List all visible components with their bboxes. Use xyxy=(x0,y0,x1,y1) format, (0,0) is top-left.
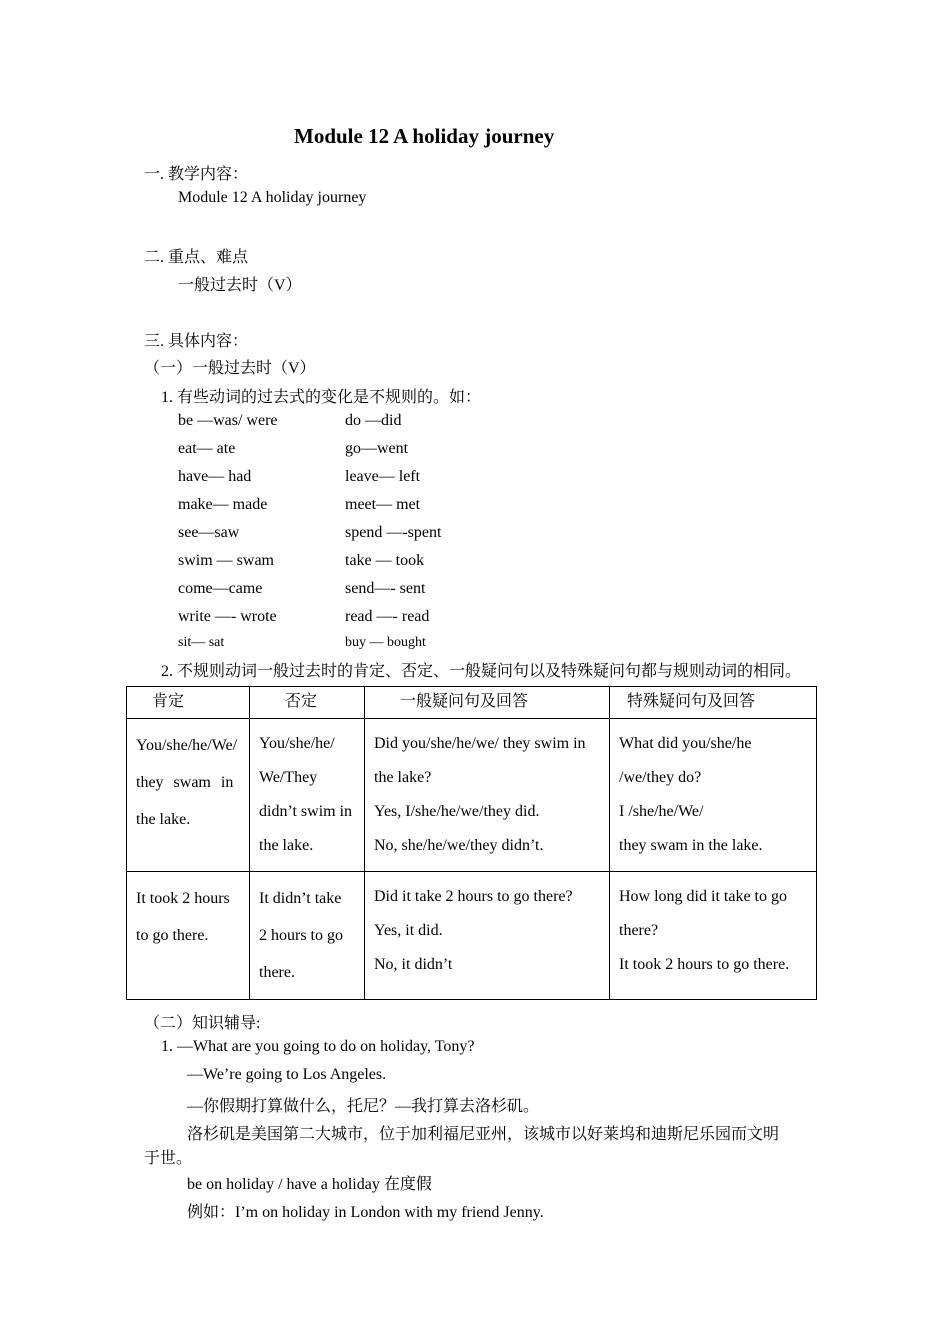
verb-left: have— had xyxy=(178,468,252,485)
dialogue-answer: —We’re going to Los Angeles. xyxy=(187,1066,387,1083)
dialogue-question: 1. —What are you going to do on holiday, Tony? xyxy=(161,1038,475,1055)
section-heading-2: 二. 重点、难点 xyxy=(144,249,249,266)
table-header-cell: 特殊疑问句及回答 xyxy=(610,687,817,719)
verb-left: see—saw xyxy=(178,524,240,541)
section-content-2: 一般过去时（V） xyxy=(178,277,302,294)
table-header-cell: 肯定 xyxy=(127,687,250,719)
phrase-line: be on holiday / have a holiday 在度假 xyxy=(187,1176,432,1193)
table-row xyxy=(127,872,817,1000)
verb-left: swim — swam xyxy=(178,552,274,569)
table-header-cell: 一般疑问句及回答 xyxy=(365,687,610,719)
section-heading-3: 三. 具体内容： xyxy=(144,333,249,350)
grammar-table xyxy=(126,686,817,1000)
verb-right: leave— left xyxy=(345,468,421,485)
table-cell: What did you/she/he /we/they do? I /she/he/We/ they swam in the lake. xyxy=(610,719,817,872)
table-cell: Did you/she/he/we/ they swim in the lake? Yes, I/she/he/we/they did. No, she/he/we/they didn’t. xyxy=(365,719,610,872)
verb-right: send—- sent xyxy=(345,580,426,597)
example-line: 例如：I’m on holiday in London with my friend Jenny. xyxy=(187,1204,544,1221)
note-line-1: 洛杉矶是美国第二大城市，位于加利福尼亚州，该城市以好莱坞和迪斯尼乐园而文明 xyxy=(187,1126,780,1143)
verb-left: be —was/ were xyxy=(178,412,278,429)
verb-left: eat— ate xyxy=(178,440,236,457)
subsection-heading-1: （一）一般过去时（V） xyxy=(144,360,316,377)
table-cell: You/she/he/ We/They didn’t swim in the lake. xyxy=(250,719,365,872)
table-cell: You/she/he/We/ they swam in the lake. xyxy=(127,719,250,872)
verb-right: go—went xyxy=(345,440,409,457)
section-heading-1: 一. 教学内容： xyxy=(144,166,249,183)
verb-right: do —did xyxy=(345,412,402,429)
verb-left: make— made xyxy=(178,496,268,513)
table-row xyxy=(127,719,817,872)
note-line-2: 于世。 xyxy=(144,1150,193,1167)
verb-right: read —- read xyxy=(345,608,430,625)
table-cell: It didn’t take 2 hours to go there. xyxy=(250,872,365,1000)
section-content-1: Module 12 A holiday journey xyxy=(178,189,367,206)
dialogue-translation: —你假期打算做什么，托尼？—我打算去洛杉矶。 xyxy=(187,1098,540,1115)
verb-left: write —- wrote xyxy=(178,608,277,625)
verb-left: sit— sat xyxy=(178,635,225,650)
table-cell: It took 2 hours to go there. xyxy=(127,872,250,1000)
verb-right: meet— met xyxy=(345,496,421,513)
subsection-heading-2: （二）知识辅导: xyxy=(144,1015,261,1032)
table-cell: How long did it take to go there? It took 2 hours to go there. xyxy=(610,872,817,1000)
verb-left: come—came xyxy=(178,580,263,597)
table-header-row xyxy=(127,687,817,719)
verb-right: spend —-spent xyxy=(345,524,442,541)
verb-right: take — took xyxy=(345,552,425,569)
table-cell: Did it take 2 hours to go there? Yes, it did. No, it didn’t xyxy=(365,872,610,1000)
verb-right: buy — bought xyxy=(345,635,426,650)
point-1: 1. 有些动词的过去式的变化是不规则的。如： xyxy=(161,389,482,406)
point-2: 2. 不规则动词一般过去时的肯定、否定、一般疑问句以及特殊疑问句都与规则动词的相同。 xyxy=(161,663,802,680)
table-header-cell: 否定 xyxy=(250,687,365,719)
page-title: Module 12 A holiday journey xyxy=(294,124,555,148)
